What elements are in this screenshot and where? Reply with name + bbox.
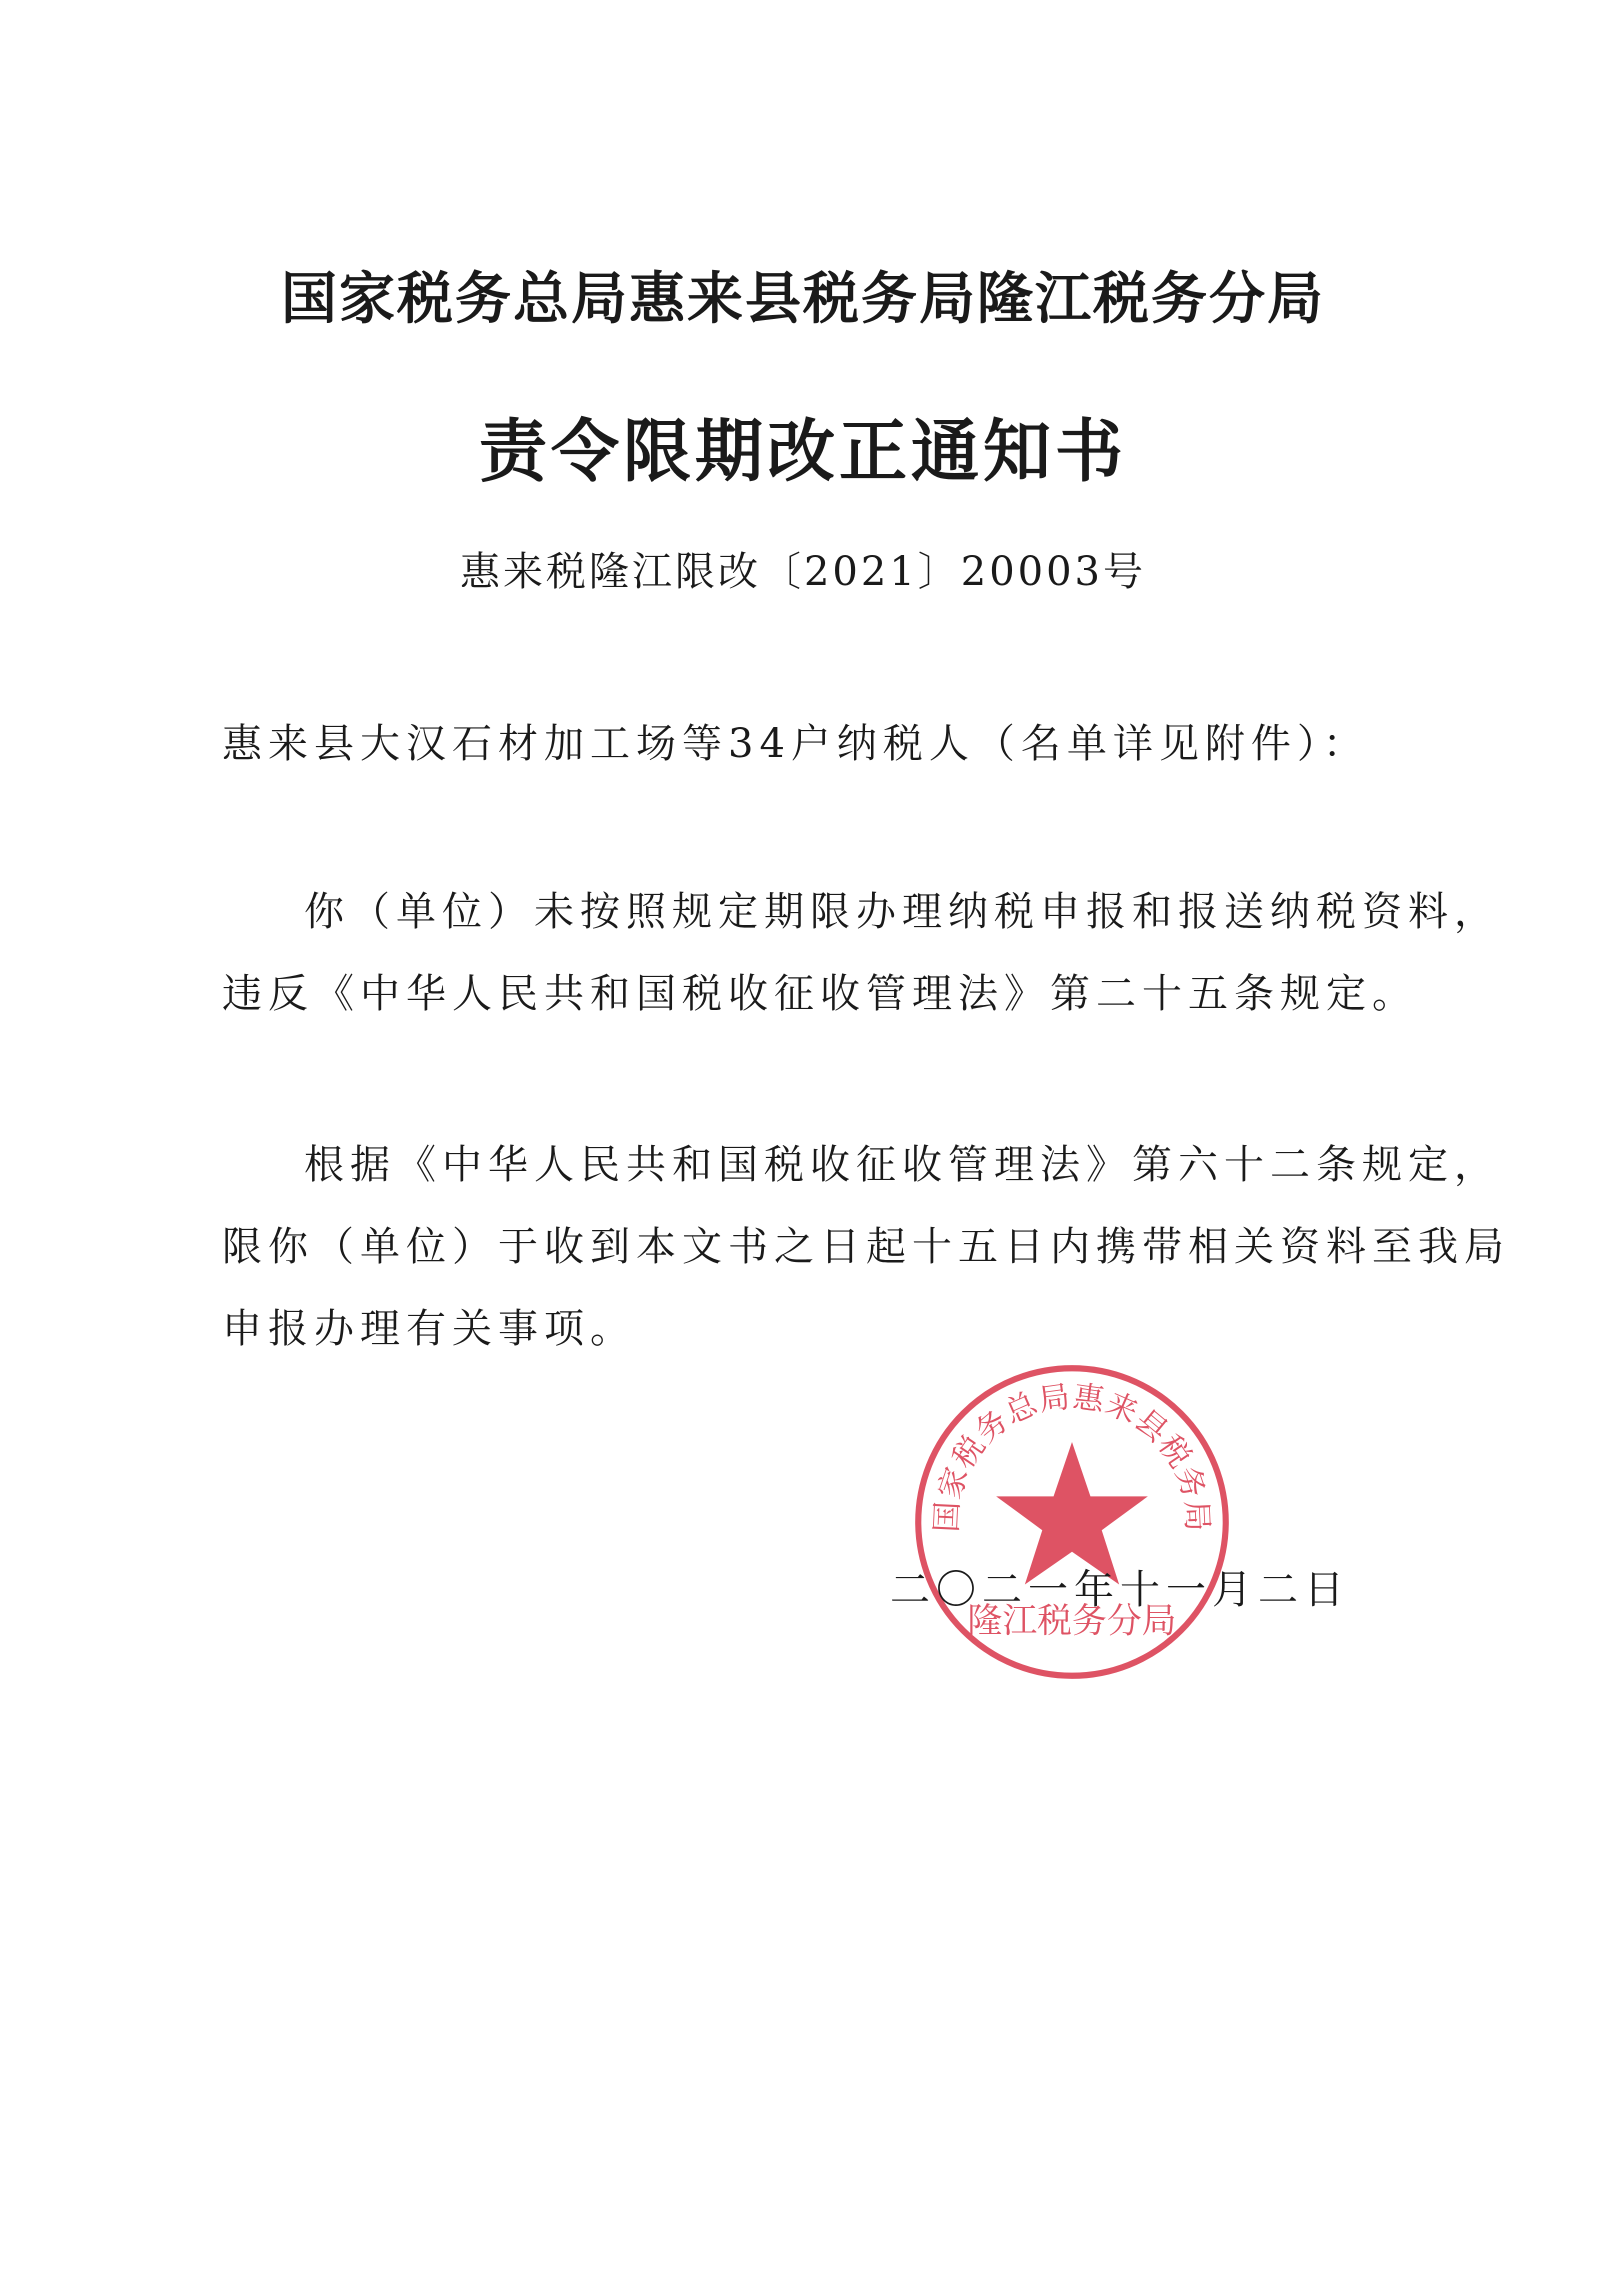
paragraph-1-line-2: 违反《中华人民共和国税收征收管理法》第二十五条规定。 <box>222 971 1418 1017</box>
document-title: 责令限期改正通知书 <box>478 412 1127 492</box>
paragraph-2-line-2: 限你（单位）于收到本文书之日起十五日内携带相关资料至我局 <box>222 1224 1510 1270</box>
paragraph-2-line-1: 根据《中华人民共和国税收征收管理法》第六十二条规定， <box>304 1142 1500 1188</box>
issuing-organization: 国家税务总局惠来县税务局隆江税务分局 <box>281 266 1325 332</box>
seal-bottom-text: 隆江税务分局 <box>967 1601 1177 1642</box>
seal-top-text: 国家税务总局惠来县税务局 <box>928 1378 1216 1534</box>
addressee: 惠来县大汉石材加工场等34户纳税人（名单详见附件）： <box>222 721 1369 767</box>
paragraph-2-line-3: 申报办理有关事项。 <box>222 1306 636 1352</box>
paragraph-1-line-1: 你（单位）未按照规定期限办理纳税申报和报送纳税资料， <box>304 889 1500 935</box>
official-seal <box>908 1358 1236 1686</box>
document-number: 惠来税隆江限改〔2021〕20003号 <box>459 549 1147 595</box>
issue-date: 二〇二一年十一月二日 <box>890 1567 1350 1613</box>
